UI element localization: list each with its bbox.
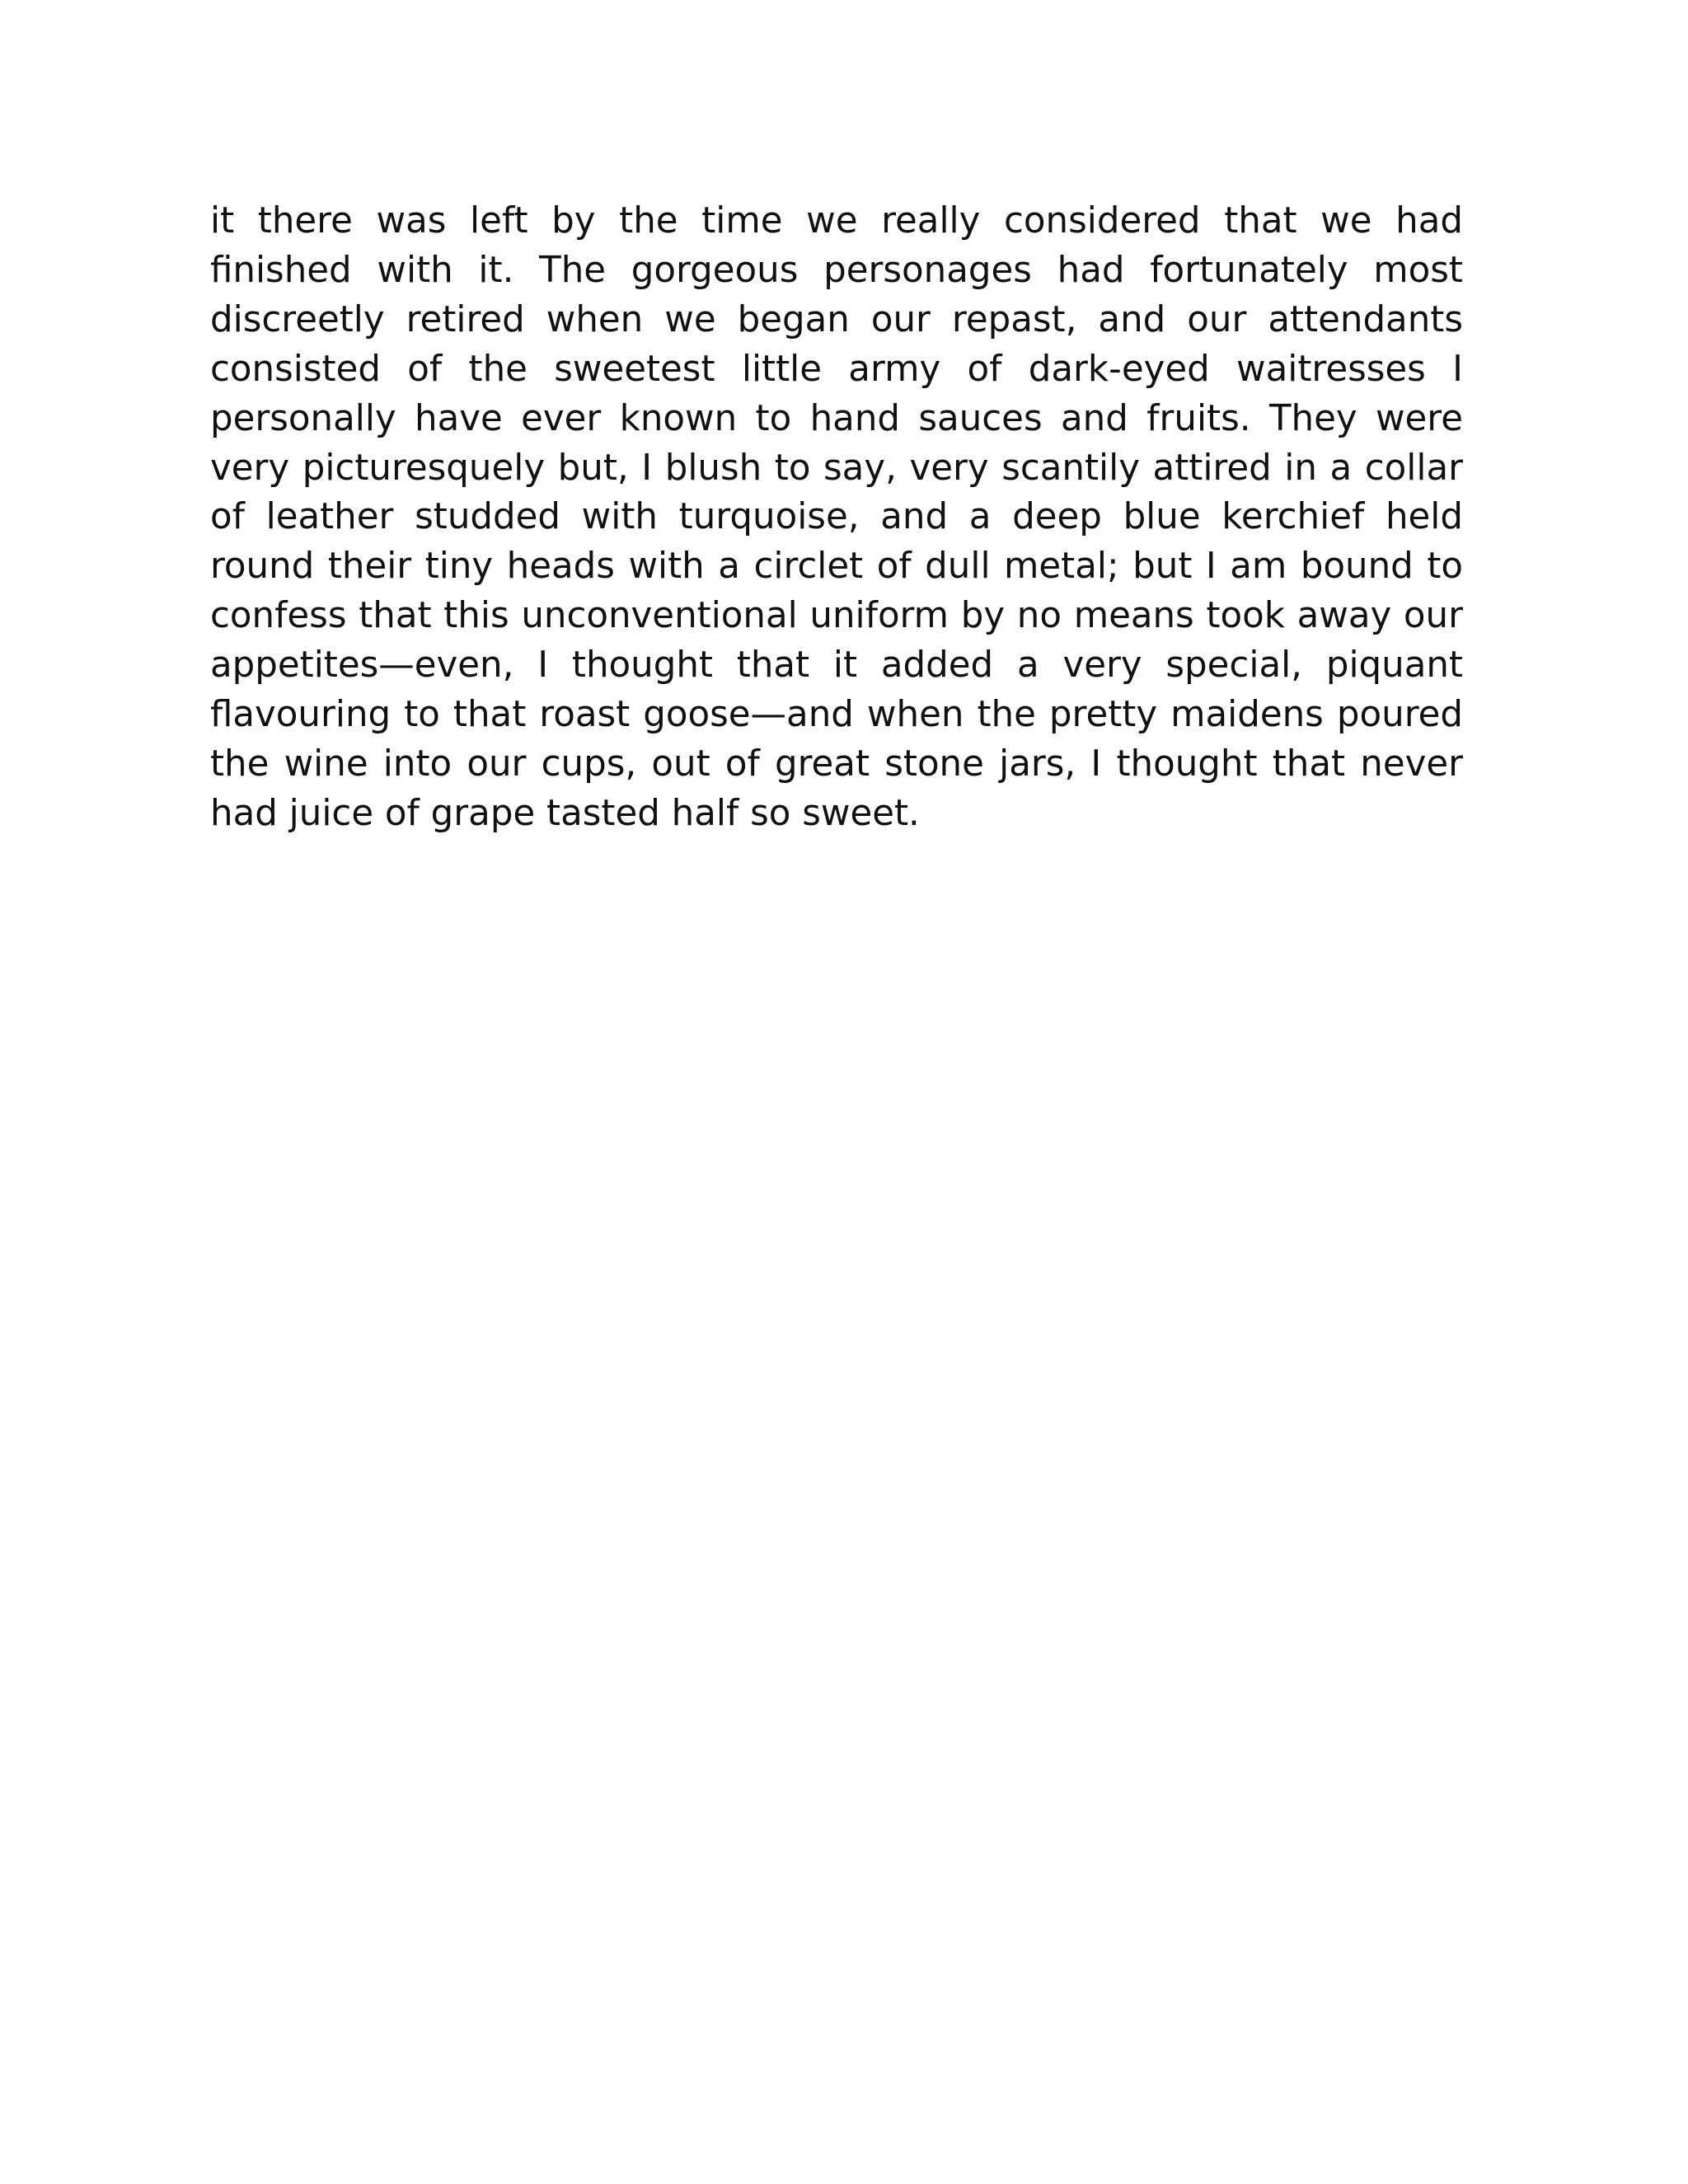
paragraph-line: finished with it. The gorgeous personages had fortunately most [210,249,1463,291]
paragraph-line: of leather studded with turquoise, and a deep blue kerchief held [210,496,1463,538]
body-paragraph [210,197,1463,839]
paragraph-line: personally have ever known to hand sauces and fruits. They were [210,397,1463,439]
paragraph-line: discreetly retired when we began our repast, and our attendants [210,298,1463,340]
paragraph-line: very picturesquely but, I blush to say, very scantily attired in a collar [210,447,1463,489]
paragraph-line: appetites—even, I thought that it added a very special, piquant [210,644,1463,687]
paragraph-line: flavouring to that roast goose—and when the pretty maidens poured [210,694,1463,736]
paragraph-line: round their tiny heads with a circlet of dull metal; but I am bound to [210,546,1463,588]
paragraph-line: had juice of grape tasted half so sweet. [210,792,920,834]
paragraph-line: consisted of the sweetest little army of dark-eyed waitresses I [210,348,1463,390]
paragraph-line: the wine into our cups, out of great stone jars, I thought that never [210,743,1463,785]
paragraph-line: it there was left by the time we really considered that we had [210,200,1463,241]
paragraph-line: confess that this unconventional uniform by no means took away our [210,595,1463,637]
